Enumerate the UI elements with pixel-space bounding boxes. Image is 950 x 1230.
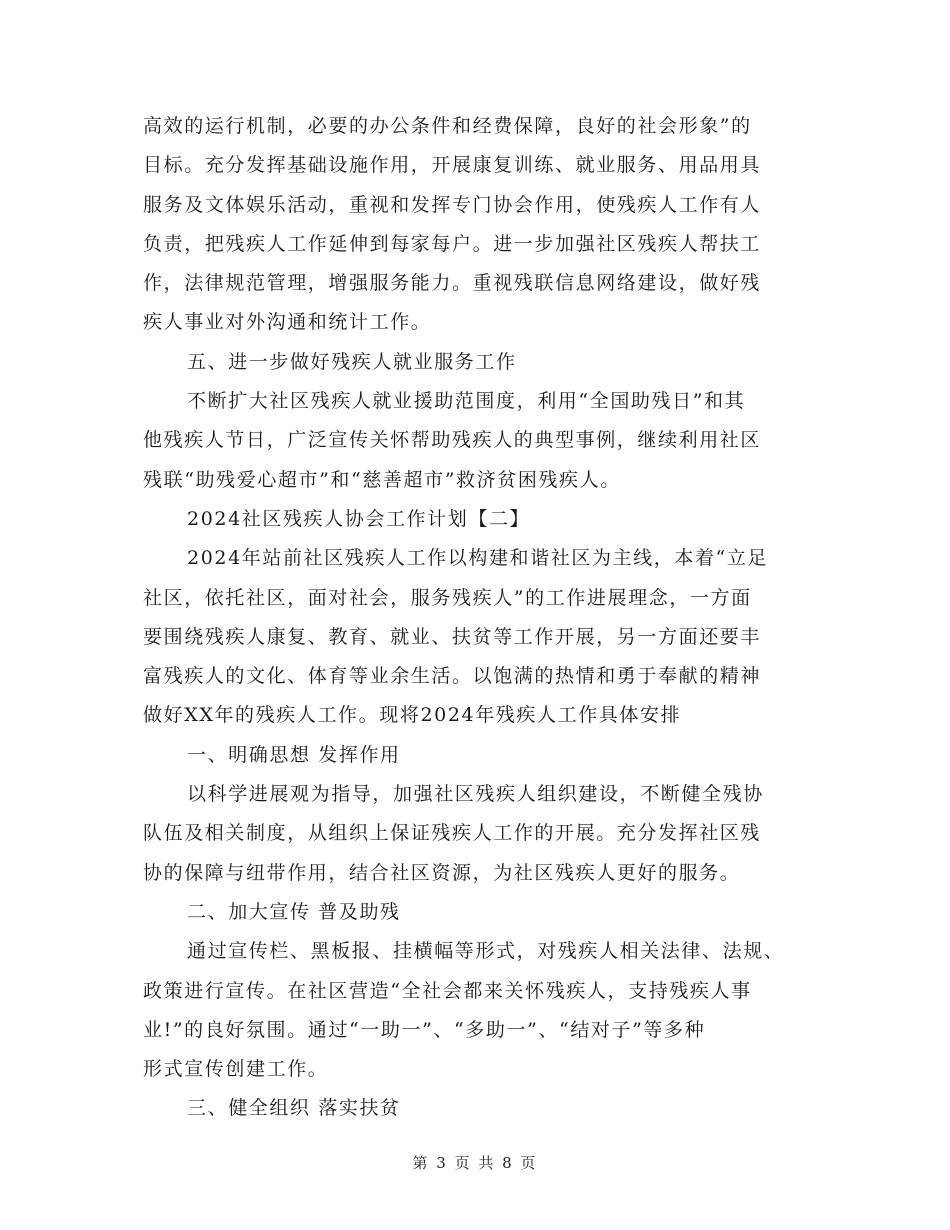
- text-line: 政策进行宣传。在社区营造“全社会都来关怀残疾人，支持残疾人事: [143, 979, 752, 1002]
- text-line: 一、明确思想 发挥作用: [187, 743, 401, 766]
- text-line: 业!”的良好氛围。通过“一助一”、“多助一”、“结对子”等多种: [143, 1018, 706, 1041]
- text-line: 不断扩大社区残疾人就业援助范围度，利用“全国助残日”和其: [187, 390, 746, 413]
- text-line: 残联“助残爱心超市”和“慈善超市”救济贫困残疾人。: [143, 468, 621, 491]
- text-line: 疾人事业对外沟通和统计工作。: [143, 311, 432, 334]
- document-body: [143, 110, 803, 1132]
- text-line: 2024年站前社区残疾人工作以构建和谐社区为主线，本着“立足: [187, 547, 769, 570]
- text-line: 协的保障与纽带作用，结合社区资源，为社区残疾人更好的服务。: [143, 861, 741, 884]
- text-line: 负责，把残疾人工作延伸到每家每户。进一步加强社区残疾人帮扶工: [143, 232, 762, 255]
- text-line: 三、健全组织 落实扶贫: [187, 1097, 401, 1120]
- text-line: 要围绕残疾人康复、教育、就业、扶贫等工作开展，另一方面还要丰: [143, 625, 762, 648]
- text-line: 目标。充分发挥基础设施作用，开展康复训练、就业服务、用品用具: [143, 154, 762, 177]
- text-line: 队伍及相关制度，从组织上保证残疾人工作的开展。充分发挥社区残: [143, 822, 762, 845]
- text-line: 富残疾人的文化、体育等业余生活。以饱满的热情和勇于奉献的精神: [143, 665, 762, 688]
- text-line: 形式宣传创建工作。: [143, 1058, 329, 1081]
- text-line: 做好XX年的残疾人工作。现将2024年残疾人工作具体安排: [143, 704, 682, 727]
- text-line: 2024社区残疾人协会工作计划【二】: [187, 507, 531, 530]
- text-line: 高效的运行机制，必要的办公条件和经费保障，良好的社会形象”的: [143, 115, 752, 137]
- text-line: 五、进一步做好残疾人就业服务工作: [187, 350, 517, 373]
- text-line: 以科学进展观为指导，加强社区残疾人组织建设，不断健全残协: [187, 783, 764, 806]
- text-line: 他残疾人节日，广泛宣传关怀帮助残疾人的典型事例，继续利用社区: [143, 429, 762, 452]
- text-line: 二、加大宣传 普及助残: [187, 900, 401, 923]
- text-line: 作，法律规范管理，增强服务能力。重视残联信息网络建设，做好残: [143, 272, 762, 295]
- text-line: 通过宣传栏、黑板报、挂横幅等形式，对残疾人相关法律、法规、: [187, 940, 785, 963]
- text-line: 社区，依托社区，面对社会，服务残疾人”的工作进展理念，一方面: [143, 586, 752, 609]
- text-line: 服务及文体娱乐活动，重视和发挥专门协会作用，使残疾人工作有人: [143, 193, 762, 216]
- page-number-footer: 第 3 页 共 8 页: [412, 1154, 538, 1172]
